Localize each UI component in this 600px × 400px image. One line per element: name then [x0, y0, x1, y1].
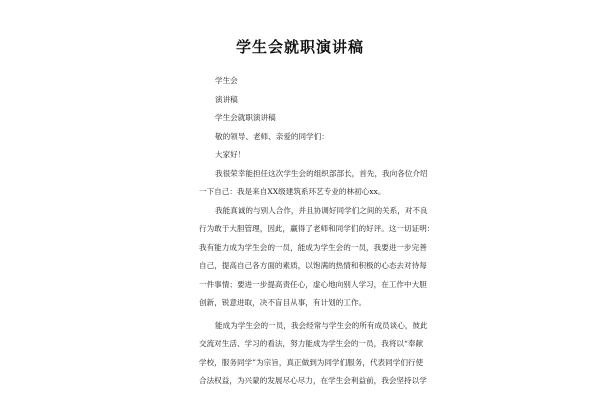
header-line: 学生会	[215, 76, 238, 85]
paragraph-line: 我有能力成为学生会的一员，能成为学生会的一员，我要进一步完善	[199, 242, 427, 252]
document-body	[199, 72, 435, 391]
paragraph-line: 我很荣幸能担任这次学生会的组织部部长，首先，我向各位介绍	[215, 168, 428, 178]
greeting: 大家好！	[215, 150, 246, 159]
salutation: 敬的领导、老师、亲爱的同学们：	[215, 131, 329, 141]
paragraph-line: 合法权益，为兴蒙的发展尽心尽力，在学生会利益前，我会坚持以学	[199, 376, 427, 385]
paragraph-line: 能成为学生会的一员，我会经常与学生会的所有成员谈心，彼此	[215, 320, 428, 330]
paragraph-line: 我能真诚的与别人合作，并且协调好同学们之间的关系，对不良	[215, 205, 428, 215]
header-line: 学生会就职演讲稿	[215, 113, 276, 122]
paragraph-line: 一件事情；要进一步提高责任心，虚心地向别人学习，在工作中大胆	[199, 279, 427, 289]
header-line: 演讲稿	[215, 94, 238, 104]
paragraph-line: 创新，锐意进取，决不盲目从事，有计划的工作。	[199, 298, 367, 307]
paragraph-line: 行为敢于大胆管理，因此，赢得了老师和同学们的好评。这一切证明：	[199, 224, 435, 233]
paragraph-line: 自己，提高自己各方面的素质，以饱满的热情和积极的心态去对待每	[199, 261, 427, 270]
paragraph-line: 一下自己：我是来自XX级建筑系环艺专业的林初心xx。	[199, 187, 386, 196]
paragraph-line: 学校，服务同学”为宗旨，真正做到为同学们服务，代表同学们行使	[199, 357, 424, 367]
document-title: 学生会就职演讲稿	[235, 38, 364, 56]
paragraph-line: 交流对生活、学习的看法，努力能成为学生会的一员，我将以“奉献	[199, 339, 424, 348]
